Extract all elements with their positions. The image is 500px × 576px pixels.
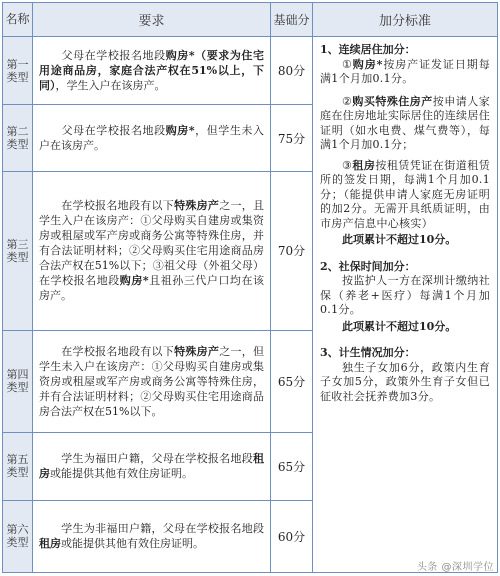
category-cell: 第二类型 bbox=[3, 105, 33, 172]
header-bonus: 加分标准 bbox=[313, 3, 498, 37]
item-bold: 购房* bbox=[352, 57, 383, 71]
requirement-text: 之一，且学生入户在该房产：①父母购买自建房或集资房或租屋或军产房或商务公寓等特殊住房，并有合法证明材料；②父母购买住宅用途商品房合法产权在51%以下；③祖父母（外祖父母）在学校报名地段 bbox=[39, 199, 265, 288]
requirement-cell bbox=[33, 330, 271, 432]
bonus-paragraph: 按监护人一方在深圳计缴纳社保（养老+医疗）每满1个月加0.1分。 bbox=[320, 274, 490, 317]
requirement-text: 学生为福田户籍，父母在学校报名地段 bbox=[61, 452, 253, 466]
base-score-cell: 65分 bbox=[271, 330, 313, 432]
requirement-text: 父母在学校报名地段 bbox=[61, 49, 166, 63]
bonus-section-title: 3、计生情况加分： bbox=[320, 346, 416, 360]
requirement-bold: 购房* bbox=[119, 274, 149, 288]
admission-score-table bbox=[2, 2, 498, 573]
header-category: 名称 bbox=[3, 3, 33, 37]
requirement-text: 学生为非福田户籍，父母在学校报名地段 bbox=[61, 522, 264, 536]
requirement-text: 或能提供其他有效住房证明。 bbox=[61, 537, 204, 551]
requirement-text: 之一，但学生未入户在该房产：①父母购买自建房或集资房或租屋或军产房或商务公寓等特殊住房，并有合法证明材料；②父母购买住宅用途商品房合法产权在51%以下。 bbox=[39, 344, 265, 418]
bonus-paragraph bbox=[320, 58, 490, 87]
category-cell: 第五类型 bbox=[3, 432, 33, 500]
item-bold: 购买特殊住房产 bbox=[352, 94, 433, 108]
requirement-bold: 购房*（要求为住宅用途商品房，家庭合法产权在51%以上，下同） bbox=[39, 49, 264, 93]
base-score-cell: 75分 bbox=[271, 105, 313, 172]
item-number: ② bbox=[342, 94, 353, 108]
item-text: 按申请人家庭在住房地址实际居住的连续居住证明（如水电费、煤气费等），每满1个月加0.1分； bbox=[320, 94, 491, 152]
requirement-cell bbox=[33, 500, 271, 572]
table-header-row bbox=[3, 3, 498, 37]
requirement-bold: 购房* bbox=[165, 124, 195, 138]
requirement-bold: 特殊房产 bbox=[174, 199, 220, 213]
requirement-text: 且祖孙三代户口均在该房产。 bbox=[39, 274, 265, 303]
base-score-cell: 80分 bbox=[271, 37, 313, 105]
requirement-bold: 租房 bbox=[39, 452, 264, 481]
category-cell: 第六类型 bbox=[3, 500, 33, 572]
base-score-cell: 70分 bbox=[271, 172, 313, 330]
item-bold: 租房 bbox=[352, 158, 376, 172]
requirement-text: 或能提供其他有效住房证明。 bbox=[50, 467, 193, 481]
table-row bbox=[3, 37, 498, 105]
bonus-paragraph: 独生子女加6分，政策内生育子女加5分，政策外生育子女但已征收社会抚养费加3分。 bbox=[320, 360, 490, 403]
watermark: 头条 @深圳学位 bbox=[416, 562, 494, 573]
bonus-cap-note: 此项累计不超过10分。 bbox=[342, 233, 457, 247]
header-base-score: 基础分 bbox=[271, 3, 313, 37]
requirement-text: ，但学生未入户在该房产。 bbox=[39, 124, 264, 153]
item-text: 按房产证发证日期每满1个月加0.1分。 bbox=[320, 57, 491, 86]
category-cell: 第一类型 bbox=[3, 37, 33, 105]
requirement-text: 父母在学校报名地段 bbox=[61, 124, 166, 138]
bonus-section-title: 2、社保时间加分： bbox=[320, 259, 416, 273]
bonus-cap-note: 此项累计不超过10分。 bbox=[342, 319, 457, 333]
bonus-section-title: 1、连续居住加分： bbox=[320, 43, 416, 57]
requirement-text: ，学生入户在该房产。 bbox=[55, 79, 166, 93]
bonus-paragraph bbox=[320, 159, 490, 232]
requirement-cell bbox=[33, 37, 271, 105]
base-score-cell: 60分 bbox=[271, 500, 313, 572]
item-number: ③ bbox=[342, 158, 353, 172]
bonus-standard-cell bbox=[313, 37, 498, 573]
requirement-bold: 特殊房产 bbox=[174, 344, 220, 358]
category-cell: 第三类型 bbox=[3, 172, 33, 330]
requirement-text: 在学校报名地段有以下 bbox=[61, 199, 175, 213]
requirement-bold: 租房 bbox=[39, 537, 61, 551]
item-number: ① bbox=[342, 57, 353, 71]
requirement-cell bbox=[33, 432, 271, 500]
requirement-cell bbox=[33, 172, 271, 330]
item-text: 按租赁凭证在街道租赁所的签发日期，每满1个月加0.1分；（能提供申请人家庭无房证明的加2分。无需开具纸质证明，由市房产信息中心核实） bbox=[320, 158, 491, 230]
header-requirement: 要求 bbox=[33, 3, 271, 37]
requirement-cell bbox=[33, 105, 271, 172]
base-score-cell: 65分 bbox=[271, 432, 313, 500]
requirement-text: 在学校报名地段有以下 bbox=[61, 344, 175, 358]
bonus-paragraph bbox=[320, 95, 490, 153]
category-cell: 第四类型 bbox=[3, 330, 33, 432]
